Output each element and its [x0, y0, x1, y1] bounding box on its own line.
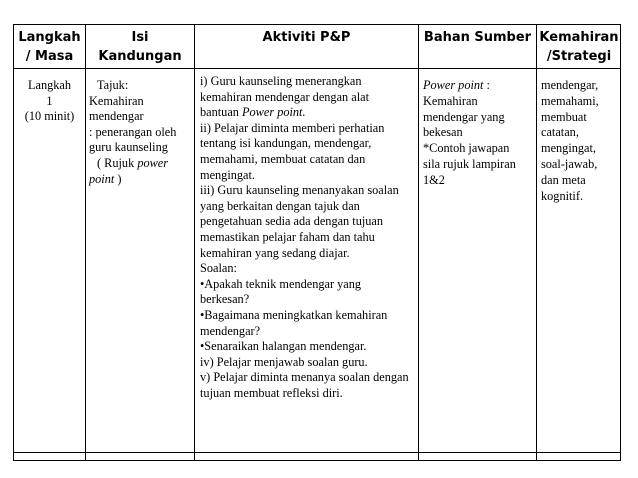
header-langkah-masa: Langkah / Masa [18, 30, 81, 64]
table-bottom-border [13, 460, 621, 461]
cell-bahan-sumber: Power point : Kemahiran mendengar yang bekesan *Contoh jawapan sila rujuk lampiran 1&2 [423, 78, 516, 187]
lesson-plan-table [13, 24, 621, 461]
cell-isi-kandungan: Tajuk: Kemahiran mendengar : penerangan oleh guru kaunseling ( Rujuk power point ) [89, 78, 177, 186]
header-bottom-border [13, 68, 621, 69]
table-top-border [13, 24, 621, 25]
header-bahan-sumber: Bahan Sumber [423, 30, 532, 45]
cell-kemahiran-strategi: mendengar, memahami, membuat catatan, mengingat, soal-jawab, dan meta kognitif. [541, 78, 599, 203]
column-divider-3 [418, 24, 419, 461]
column-divider-2 [194, 24, 195, 461]
header-aktiviti: Aktiviti P&P [262, 30, 351, 45]
column-divider-4 [536, 24, 537, 461]
cell-aktiviti: i) Guru kaunseling menerangkan kemahiran mendengar dengan alat bantuan Power point. ii) Pelajar diminta memberi perhatian tentang isi kandungan, mendengar, memahami, membuat catatan dan mengingat. iii) Guru kaunseling menanyakan soalan yang berkaitan dengan tajuk dan pengetahuan sedia ada dengan tujuan memastikan pelajar faham dan tahu kemahiran yang sedang diajar. Soalan: •Apakah teknik mendengar yang berkesan? •Bagaimana meningkatkan kemahiran mendengar? •Senaraikan halangan mendengar. iv) Pelajar menjawab soalan guru. v) Pelajar diminta menanya soalan dengan tujuan membuat refleksi diri. [200, 74, 409, 400]
body-bottom-border [13, 452, 621, 453]
table-right-border [620, 24, 621, 461]
header-kemahiran-strategi: Kemahiran /Strategi [539, 30, 619, 64]
header-isi-kandungan: Isi Kandungan [98, 30, 182, 64]
column-divider-1 [85, 24, 86, 461]
cell-langkah: Langkah 1 (10 minit) [24, 78, 75, 124]
